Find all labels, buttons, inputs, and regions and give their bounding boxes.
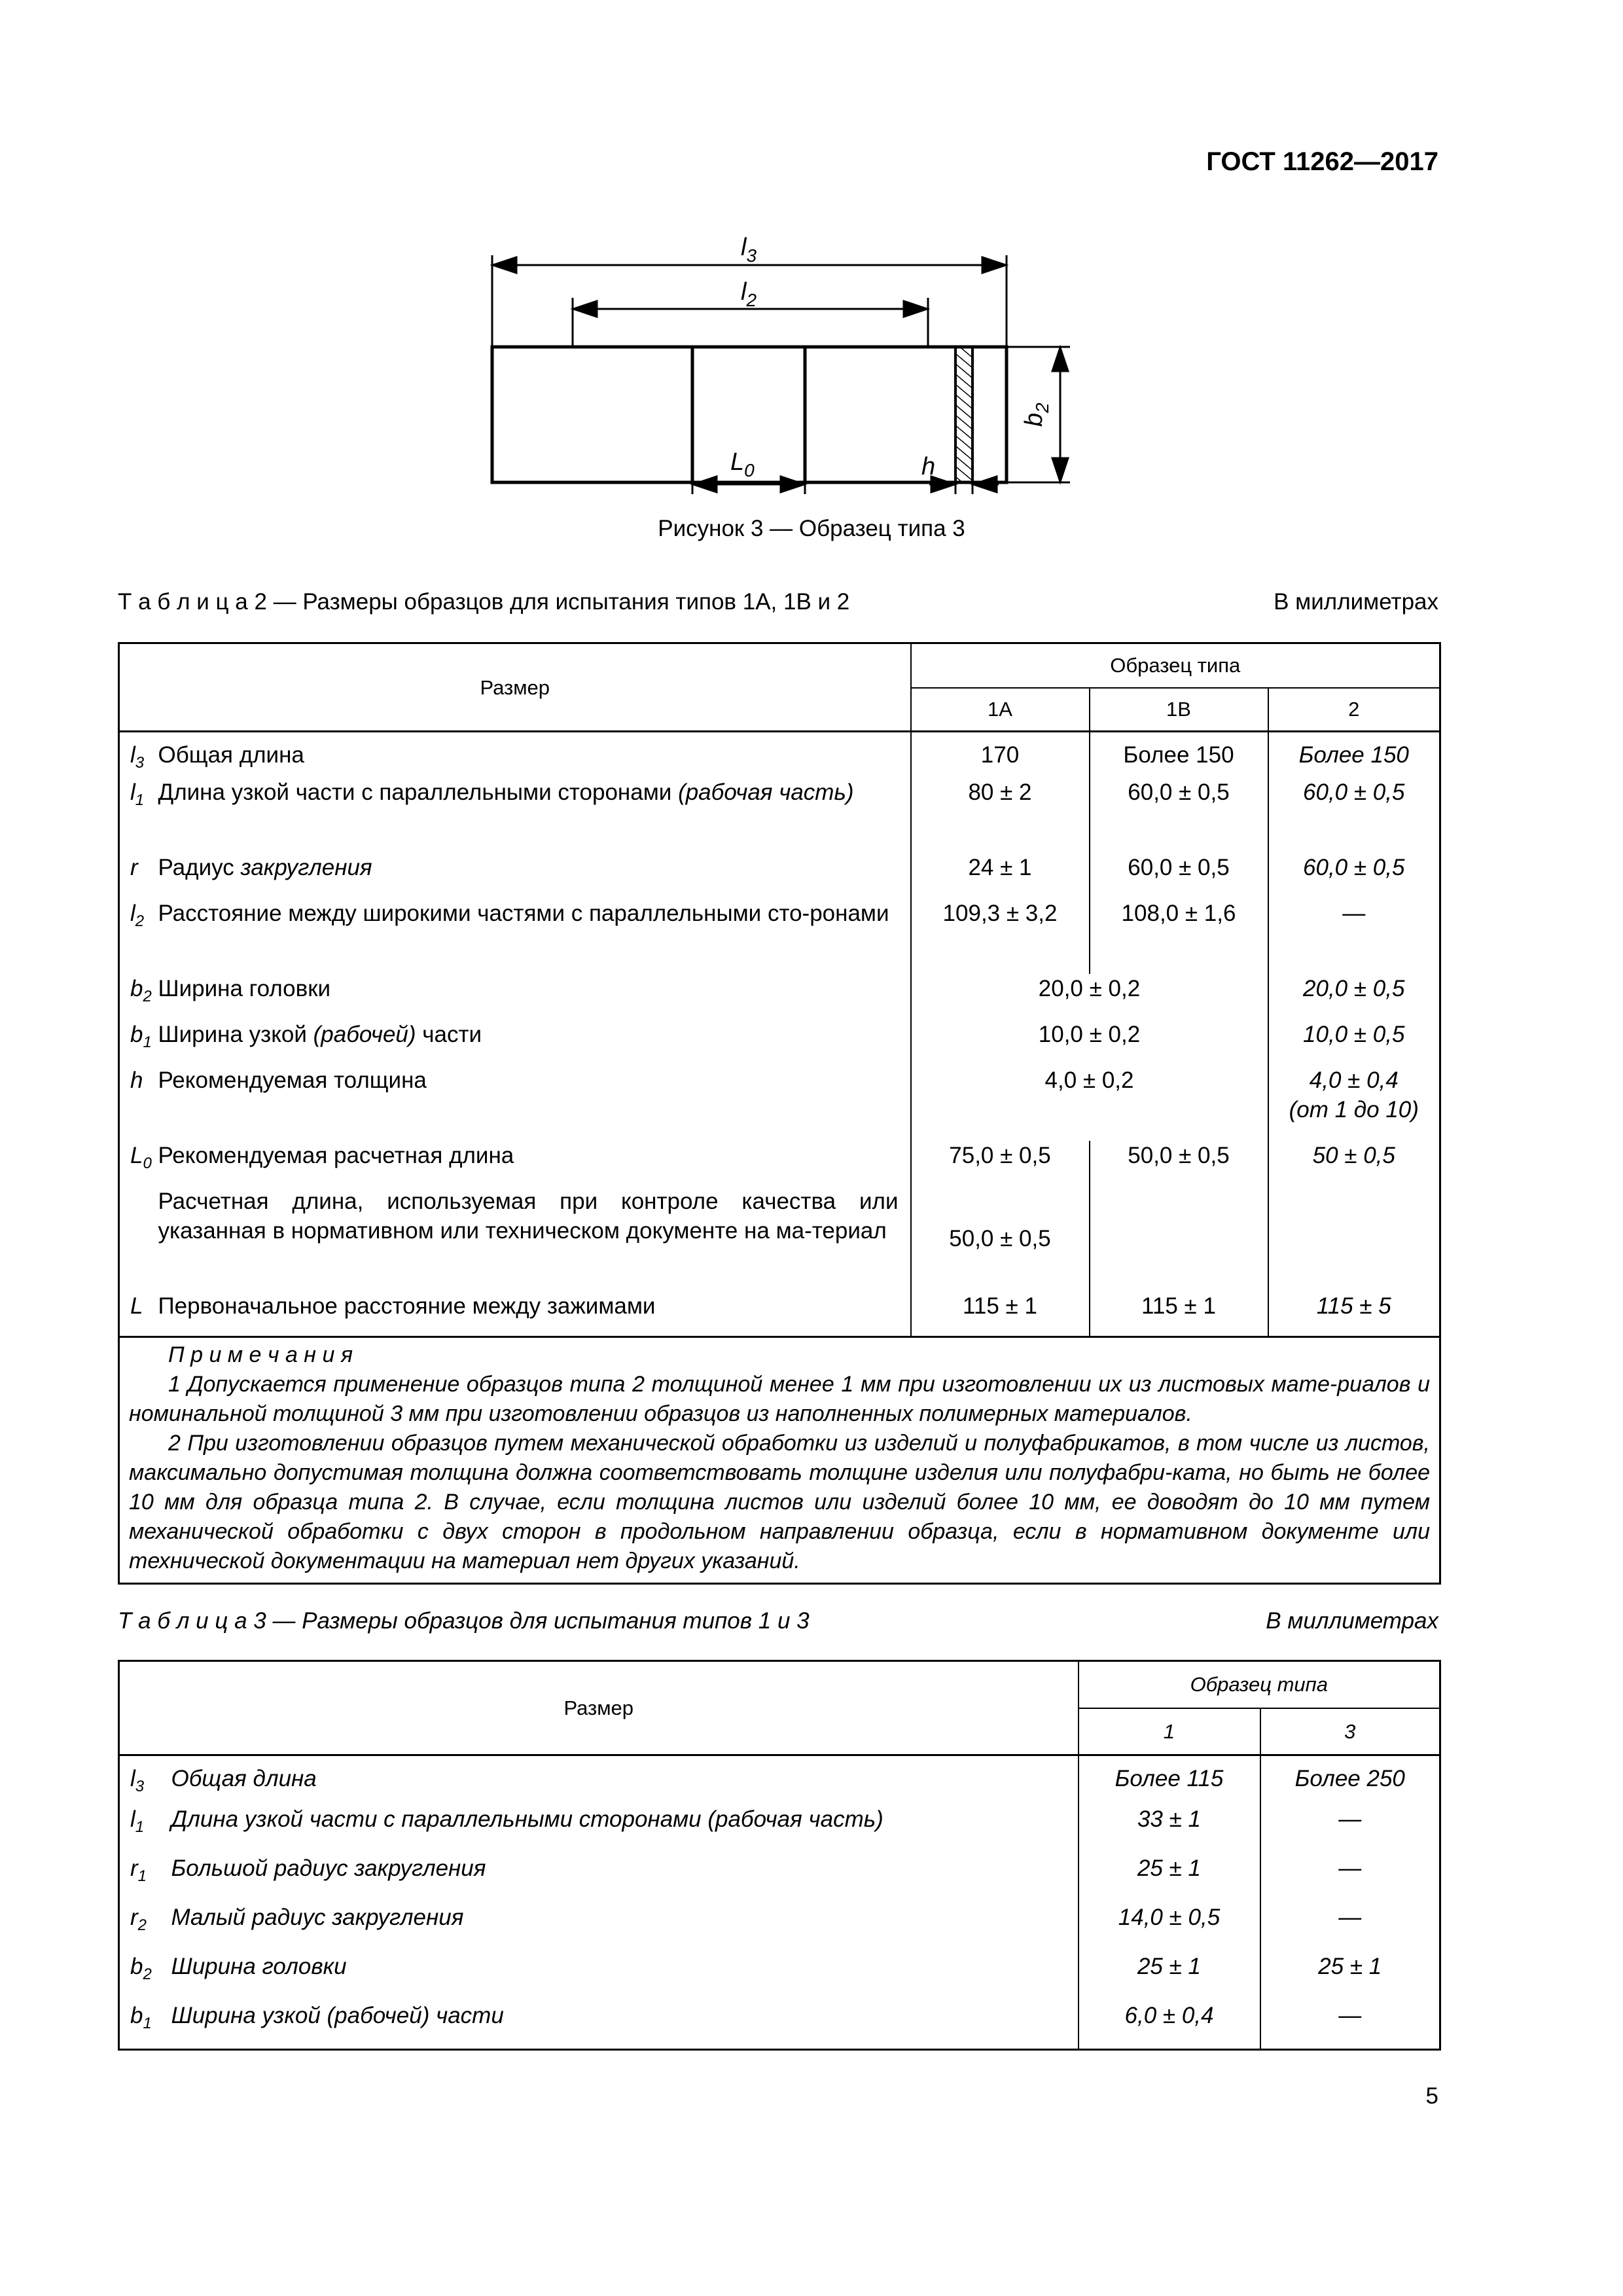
dimension-lines (492, 255, 1070, 494)
dim-label-h: h (921, 453, 936, 480)
table-row: h Рекомендуемая толщина 4,0 ± 0,2 4,0 ± 0,4 (от 1 до 10) (119, 1066, 1440, 1141)
table-row: $l_1$ Длина узкой части с параллельными сторонами (рабочая часть) 80 ± 2 60,0 ± 0,5 60,0 ± 0,5 (119, 778, 1440, 853)
table-row: Расчетная длина, используемая при контроле качества или указанная в нормативном или техническом документе на ма-териал 50,0 ± 0,5 (119, 1187, 1440, 1291)
table2-head-size: Размер (119, 643, 911, 732)
table-row: $b_2$ Ширина головки 25 ± 1 25 ± 1 (119, 1952, 1440, 2001)
table-row: L Первоначальное расстояние между зажимами 115 ± 1 115 ± 1 115 ± 5 (119, 1291, 1440, 1337)
table-row: $L_0$ Рекомендуемая расчетная длина 75,0 ± 0,5 50,0 ± 0,5 50 ± 0,5 (119, 1141, 1440, 1187)
table3-head-3: 3 (1260, 1708, 1440, 1755)
table2-unit: В миллиметрах (1274, 589, 1438, 615)
table-row: $b_1$ Ширина узкой (рабочей) части 10,0 ± 0,2 10,0 ± 0,5 (119, 1020, 1440, 1066)
table2-notes: П р и м е ч а н и я 1 Допускается применение образцов типа 2 толщиной менее 1 мм при изготовлении их из листовых мате-риалов и номинальной толщиной 3 мм при изготовлении образцов из наполненных полимерных материалов. 2 При изготовлении образцов путем механической обработки из изделий и полуфабрикатов, в том числе из листов, максимально допустимая толщина должна соответствовать толщине изделия или полуфабри-ката, но быть не более 10 мм для образца типа 2. В случае, если толщина листов или изделий более 10 мм, ее доводят до 10 мм путем механической обработки с двух сторон в продольном направлении образца, если в нормативном документе или технической документации на материал нет других указаний. (119, 1337, 1440, 1584)
table2-head-2: 2 (1268, 688, 1440, 732)
table2-head-1a: 1А (911, 688, 1090, 732)
table3-head-group: Образец типа (1079, 1661, 1440, 1708)
dim-label-l3: $l_3$ (741, 236, 757, 266)
page-number: 5 (1425, 2083, 1438, 2109)
table-row: $r_1$ Большой радиус закругления 25 ± 1 — (119, 1854, 1440, 1903)
table-row: $b_2$ Ширина головки 20,0 ± 0,2 20,0 ± 0,5 (119, 974, 1440, 1020)
table-row: $l_2$ Расстояние между широкими частями с параллельными сто-ронами 109,3 ± 3,2 108,0 ± 1,6 — (119, 899, 1440, 974)
table-row: $b_1$ Ширина узкой (рабочей) части 6,0 ± 0,4 — (119, 2001, 1440, 2050)
specimen-drawing (484, 236, 1073, 511)
table-row: $l_3$ Общая длина 170 Более 150 Более 150 (119, 732, 1440, 778)
table-row: $l_1$ Длина узкой части с параллельными сторонами (рабочая часть) 33 ± 1 — (119, 1804, 1440, 1854)
table-row: r Радиус закругления 24 ± 1 60,0 ± 0,5 60,0 ± 0,5 (119, 853, 1440, 899)
table2-head-group: Образец типа (911, 643, 1440, 688)
table-row: $r_2$ Малый радиус закругления 14,0 ± 0,5 — (119, 1903, 1440, 1952)
table2 (118, 642, 1441, 1585)
table3-head-1: 1 (1079, 1708, 1260, 1755)
figure-caption: Рисунок 3 — Образец типа 3 (658, 516, 965, 541)
table2-head-1b: 1В (1090, 688, 1268, 732)
table-row: $l_3$ Общая длина Более 115 Более 250 (119, 1755, 1440, 1804)
table3-caption: Т а б л и ц а 3 — Размеры образцов для испытания типов 1 и 3 (118, 1608, 810, 1634)
table2-notes-row (119, 1337, 1440, 1584)
table3-head-size: Размер (119, 1661, 1079, 1755)
table3 (118, 1660, 1441, 2051)
table2-caption: Т а б л и ц а 2 — Размеры образцов для испытания типов 1А, 1В и 2 (118, 589, 850, 615)
table3-unit: В миллиметрах (1266, 1608, 1438, 1634)
document-code: ГОСТ 11262—2017 (1206, 147, 1438, 176)
dim-label-b2: $b_2$ (1020, 403, 1052, 427)
dim-label-l2: $l_2$ (741, 278, 757, 310)
dim-label-L0: $L_0$ (730, 448, 755, 480)
